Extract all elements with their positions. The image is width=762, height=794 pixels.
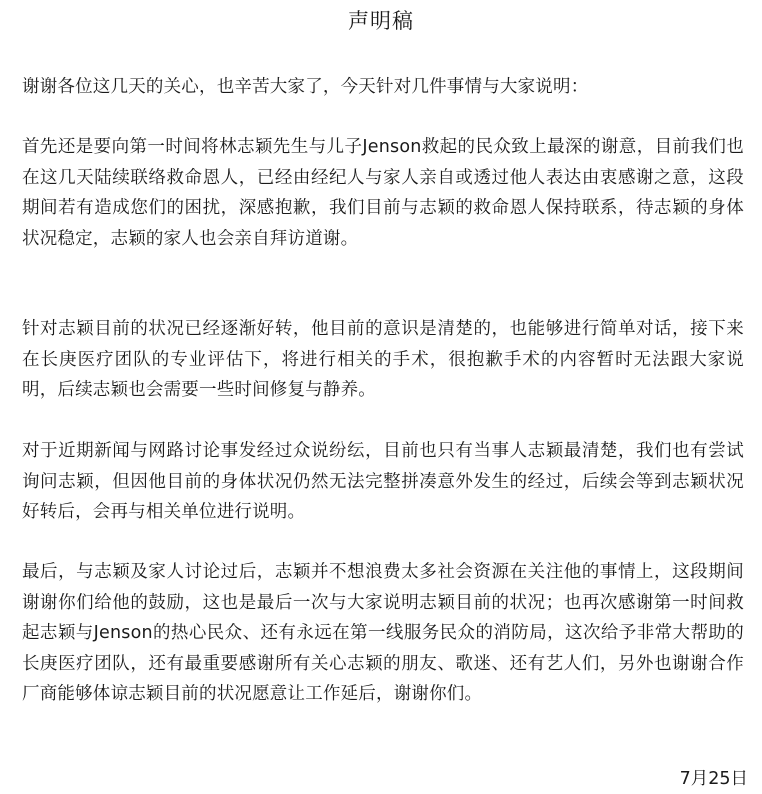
paragraph-accident-details: 对于近期新闻与网路讨论事发经过众说纷纭，目前也只有当事人志颖最清楚，我们也有尝试询问志颖，但因他目前的身体状况仍然无法完整拼凑意外发生的经过，后续会等到志颖状况好转后，会再与相关单位进行说明。 — [22, 441, 744, 522]
document-date: 7月25日 — [679, 769, 748, 789]
paragraph-thanks-rescuers: 首先还是要向第一时间将林志颖先生与儿子Jenson救起的民众致上最深的谢意，目前我们也在这几天陆续联络救命恩人，已经由经纪人与家人亲自或透过他人表达由衷感谢之意，这段期间若有造成您们的困扰，深感抱歉，我们目前与志颖的救命恩人保持联系，待志颖的身体状况稳定，志颖的家人也会亲自拜访道谢。 — [22, 137, 744, 249]
paragraph-greeting: 谢谢各位这几天的关心，也辛苦大家了，今天针对几件事情与大家说明： — [22, 77, 589, 97]
paragraph-condition: 针对志颖目前的状况已经逐渐好转，他目前的意识是清楚的，也能够进行简单对话，接下来在长庚医疗团队的专业评估下，将进行相关的手术，很抱歉手术的内容暂时无法跟大家说明，后续志颖也会需要一些时间修复与静养。 — [22, 319, 744, 400]
paragraph-closing: 最后，与志颖及家人讨论过后，志颖并不想浪费太多社会资源在关注他的事情上，这段期间谢谢你们给他的鼓励，这也是最后一次与大家说明志颖目前的状况；也再次感谢第一时间救起志颖与Jenson的热心民众、还有永远在第一线服务民众的消防局，这次给予非常大帮助的长庚医疗团队，还有最重要感谢所有关心志颖的朋友、歌迷、还有艺人们，另外也谢谢合作厂商能够体谅志颖目前的状况愿意让工作延后，谢谢你们。 — [22, 562, 744, 704]
document-title: 声明稿 — [348, 9, 414, 33]
